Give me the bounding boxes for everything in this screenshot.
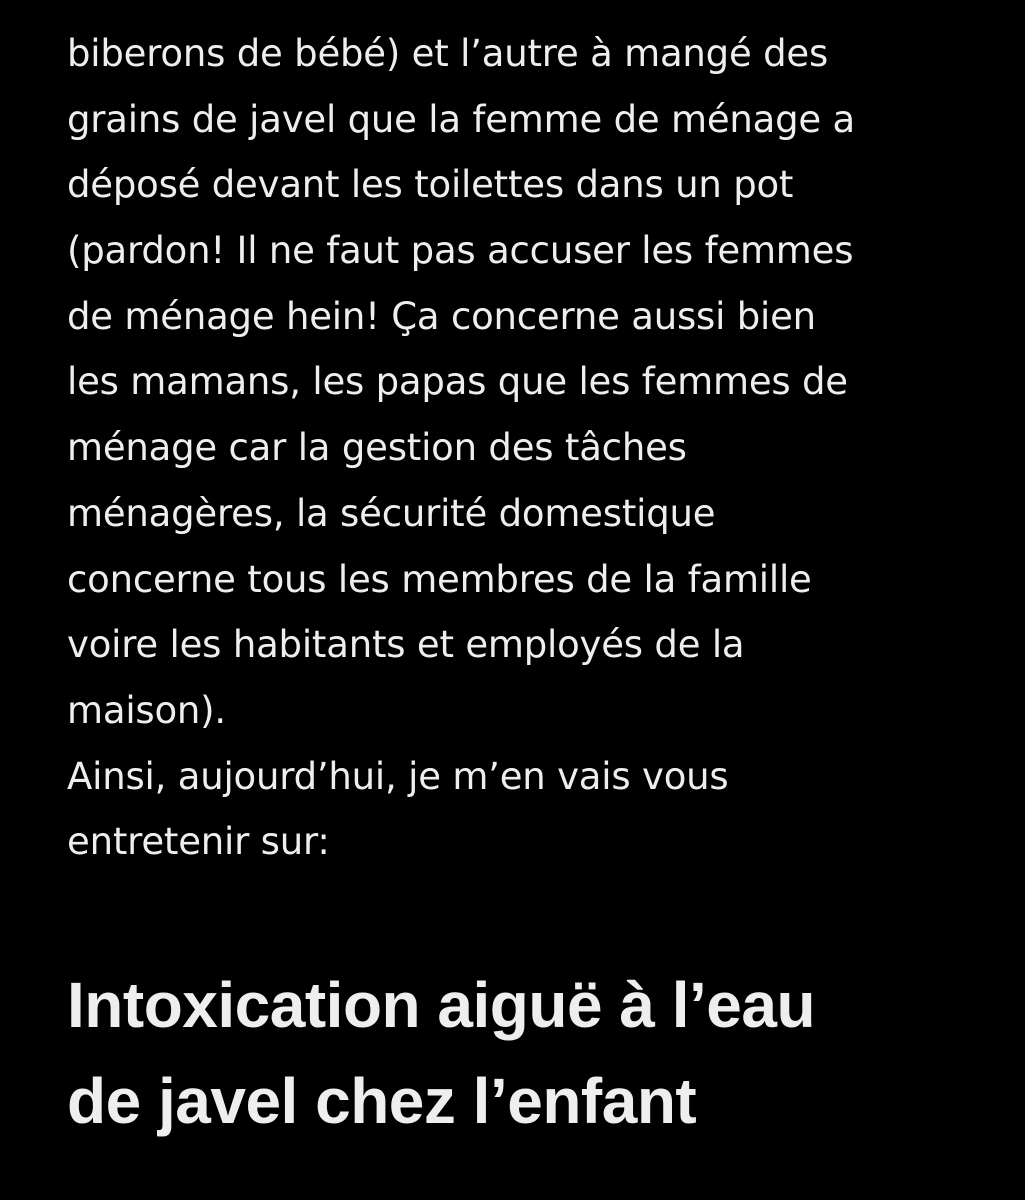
paragraph-line: déposé devant les toilettes dans un pot <box>67 163 794 207</box>
paragraph-line: grains de javel que la femme de ménage a <box>67 97 856 141</box>
paragraph-line: ménage car la gestion des tâches <box>67 426 687 470</box>
paragraph-line: (pardon! Il ne faut pas accuser les femmes <box>67 229 854 273</box>
paragraph-line: les mamans, les papas que les femmes de <box>67 360 848 404</box>
paragraph-line: Ainsi, aujourd’hui, je m’en vais vous <box>67 754 729 798</box>
paragraph-line: biberons de bébé) et l’autre à mangé des <box>67 32 829 75</box>
heading-line: de javel chez l’enfant <box>67 1065 697 1137</box>
paragraph-line: de ménage hein! Ça concerne aussi bien <box>67 294 816 338</box>
paragraph-line: concerne tous les membres de la famille <box>67 557 812 601</box>
paragraph-line: ménagères, la sécurité domestique <box>67 491 716 535</box>
article-paragraph <box>67 27 855 881</box>
heading-line: Intoxication aiguë à l’eau <box>67 969 816 1041</box>
section-heading <box>67 967 815 1159</box>
paragraph-line: voire les habitants et employés de la <box>67 623 745 667</box>
paragraph-line: maison). <box>67 688 226 732</box>
paragraph-line: entretenir sur: <box>67 820 330 864</box>
